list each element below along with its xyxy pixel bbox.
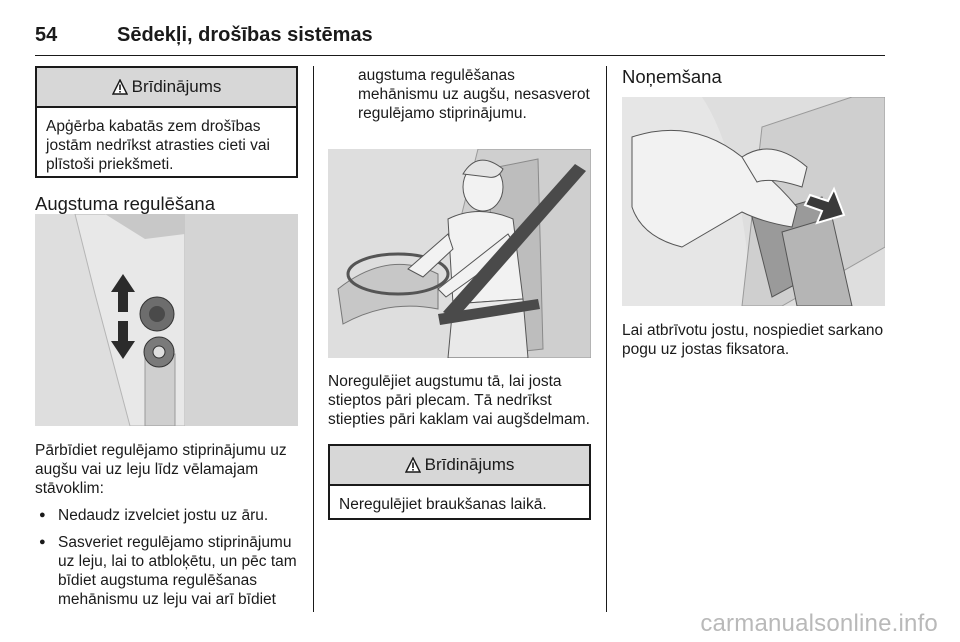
page-header (35, 24, 885, 54)
illustration-driver-seatbelt (328, 149, 591, 358)
watermark: carmanualsonline.info (700, 610, 938, 637)
warning-header (37, 68, 296, 108)
warning-box (328, 444, 591, 520)
illustration-buckle-release (622, 97, 885, 306)
column-1-lower (35, 441, 298, 617)
warning-text: Neregulējiet braukšanas laikā. (339, 496, 547, 513)
column-divider-right (606, 66, 607, 612)
intro-paragraph: Pārbīdiet regulējamo stiprinājumu uz augšu vai uz leju līdz vēlamajam stāvoklim: (35, 442, 287, 497)
adjust-paragraph: Noregulējiet augstumu tā, lai josta stieptos pāri plecam. Tā nedrīkst stiepties pāri kaklam vai augšdelmam. (328, 373, 590, 428)
warning-title: Brīdinājums (131, 77, 222, 96)
list-item: ● Nedaudz izvelciet jostu uz āru. (35, 506, 298, 525)
page-number: 54 (35, 24, 58, 46)
warning-header (330, 446, 589, 486)
column-divider-left (313, 66, 314, 612)
section-heading-height: Augstuma regulēšana (35, 193, 215, 214)
chapter-title: Sēdekļi, drošības sistēmas (117, 24, 373, 46)
section-heading-removal: Noņemšana (622, 66, 722, 87)
header-rule (35, 55, 885, 56)
column-2 (328, 66, 591, 123)
removal-paragraph: Lai atbrīvotu jostu, nospiediet sarkano pogu uz jostas fiksatora. (622, 322, 884, 358)
warning-icon (112, 79, 128, 95)
continued-text: augstuma regulēšanas mehānismu uz augšu, nesasverot regulējamo stiprinājumu. (358, 67, 590, 122)
warning-icon (405, 457, 421, 473)
column-1 (35, 66, 298, 215)
warning-box (35, 66, 298, 178)
bullet-list (35, 506, 298, 609)
warning-title: Brīdinājums (424, 455, 515, 474)
list-item: ● Sasveriet regulējamo stiprinājumu uz leju, lai to atbloķētu, un pēc tam bīdiet augstuma regulēšanas mehānismu uz leju vai arī bīdiet (35, 533, 298, 609)
column-3-lower (622, 321, 885, 359)
column-2-lower (328, 372, 591, 520)
illustration-height-adjuster (35, 214, 298, 426)
column-3 (622, 66, 885, 88)
warning-text: Apģērba kabatās zem drošības jostām nedrīkst atrasties cieti vai plīstoši priekšmeti. (46, 118, 270, 173)
